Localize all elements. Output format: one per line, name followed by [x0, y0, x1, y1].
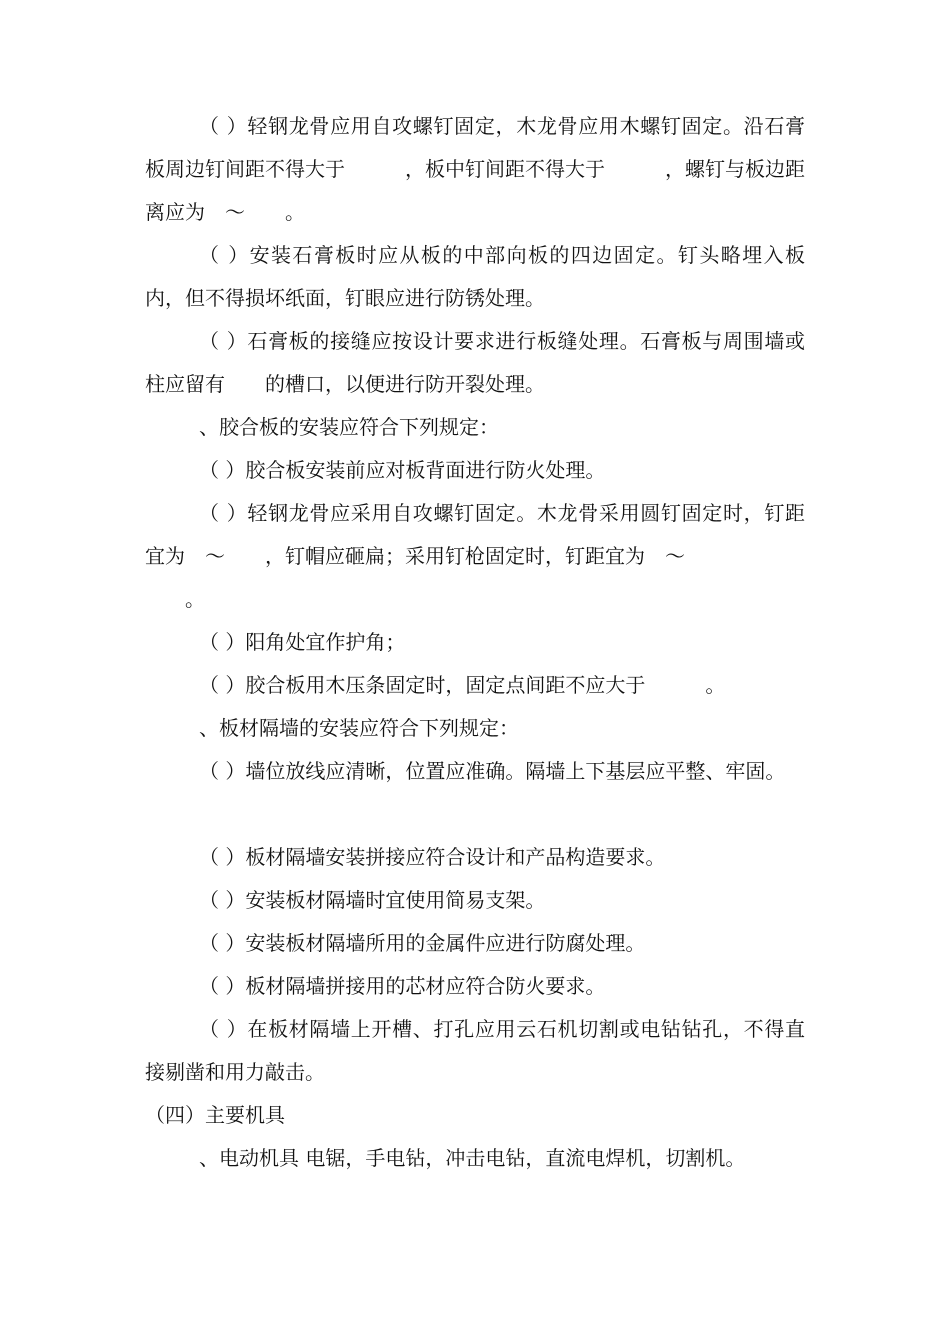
paragraph-panel-splicing: （ ）板材隔墙安装拼接应符合设计和产品构造要求。 [199, 845, 666, 869]
paragraph-gypsum-joints: （ ）石膏板的接缝应按设计要求进行板缝处理。石膏板与周围墙或柱应留有 的槽口，以便进行防开裂处理。 [145, 329, 805, 396]
paragraph-slotting-drilling: （ ）在板材隔墙上开槽、打孔应用云石机切割或电钻钻孔，不得直接剔凿和用力敲击。 [145, 1017, 805, 1084]
paragraph-anticorrosion: （ ）安装板材隔墙所用的金属件应进行防腐处理。 [199, 931, 646, 955]
paragraph-batten-spacing: （ ）胶合板用木压条固定时，固定点间距不应大于 。 [199, 673, 726, 697]
paragraph-panel-wall-rules: 、板材隔墙的安装应符合下列规定： [199, 716, 519, 740]
paragraph-gypsum-install: （ ）安装石膏板时应从板的中部向板的四边固定。钉头略埋入板内，但不得损坏纸面，钉眼应进行防锈处理。 [145, 243, 805, 310]
paragraph-plywood-nailing: （ ）轻钢龙骨应采用自攻螺钉固定。木龙骨采用圆钉固定时，钉距宜为 ～ ，钉帽应砸扁；采用钉枪固定时，钉距宜为 ～ 。 [145, 501, 805, 611]
paragraph-plywood-fireproof: （ ）胶合板安装前应对板背面进行防火处理。 [199, 458, 606, 482]
paragraph-layout-lines: （ ）墙位放线应清晰，位置应准确。隔墙上下基层应平整、牢固。 [199, 759, 786, 783]
paragraph-plywood-rules: 、胶合板的安装应符合下列规定： [199, 415, 499, 439]
paragraph-screw-spacing: （ ）轻钢龙骨应用自攻螺钉固定，木龙骨应用木螺钉固定。沿石膏板周边钉间距不得大于 ，板中钉间距不得大于 ，螺钉与板边距离应为 ～ 。 [145, 114, 805, 224]
paragraph-corner-protection: （ ）阳角处宜作护角； [199, 630, 406, 654]
paragraph-core-material: （ ）板材隔墙拼接用的芯材应符合防火要求。 [199, 974, 606, 998]
paragraph-power-tools: 、电动机具 电锯，手电钻，冲击电钻，直流电焊机，切割机。 [199, 1146, 746, 1170]
section-heading-main-tools: （四）主要机具 [145, 1103, 285, 1127]
paragraph-support-frame: （ ）安装板材隔墙时宜使用简易支架。 [199, 888, 546, 912]
